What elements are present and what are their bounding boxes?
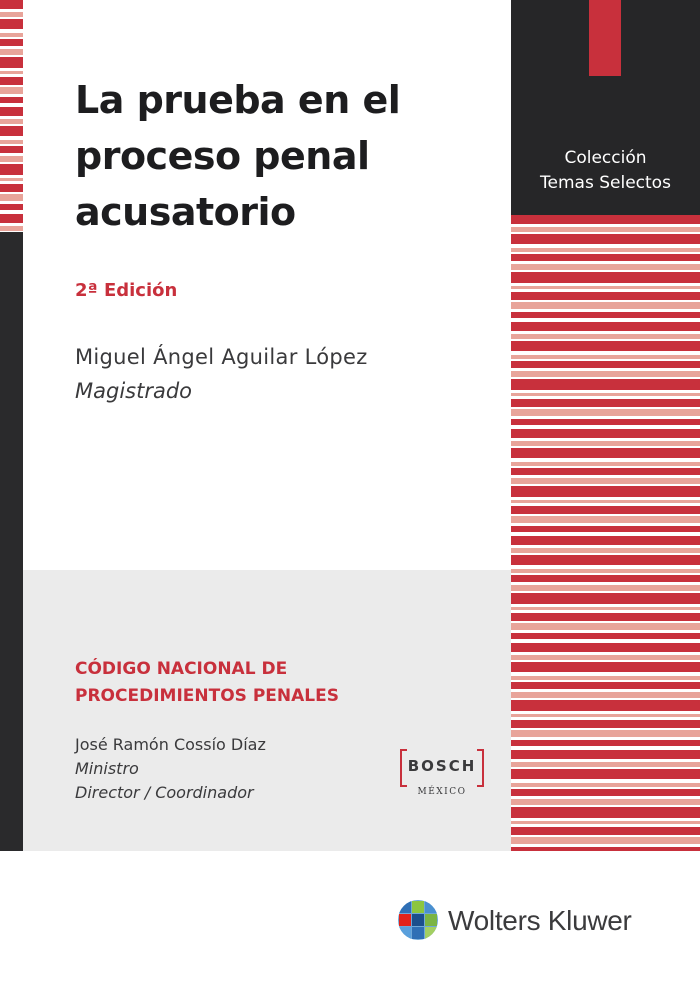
series-line-2: PROCEDIMIENTOS PENALES — [75, 686, 339, 706]
left-stripe — [0, 107, 23, 116]
right-stripe — [511, 585, 700, 591]
right-stripe — [511, 555, 700, 565]
right-stripe — [511, 322, 700, 331]
right-stripe — [511, 526, 700, 532]
collection-line-1: Colección — [564, 148, 647, 168]
right-stripe — [511, 613, 700, 621]
publisher-name: Wolters Kluwer — [448, 905, 632, 936]
right-stripe — [511, 500, 700, 503]
right-stripe — [511, 827, 700, 835]
right-stripe — [511, 248, 700, 252]
right-stripe — [511, 740, 700, 746]
right-stripe — [511, 215, 700, 224]
left-stripes-pattern — [0, 0, 23, 232]
right-stripe — [511, 807, 700, 818]
book-title — [75, 72, 495, 240]
right-stripe — [511, 441, 700, 446]
right-stripe — [511, 633, 700, 639]
right-stripe — [511, 799, 700, 805]
right-stripe — [511, 783, 700, 787]
right-stripe — [511, 536, 700, 545]
right-stripe — [511, 607, 700, 610]
right-stripe — [511, 593, 700, 604]
left-stripe — [0, 184, 23, 192]
right-stripe — [511, 682, 700, 689]
left-stripe — [0, 19, 23, 29]
right-stripe — [511, 272, 700, 283]
right-stripe — [511, 478, 700, 484]
title-line-1: La prueba en el — [75, 78, 401, 122]
left-stripe — [0, 140, 23, 144]
author-role: Magistrado — [75, 379, 193, 403]
left-stripe — [0, 164, 23, 175]
right-stripe — [511, 462, 700, 466]
right-stripe — [511, 662, 700, 672]
left-stripe — [0, 87, 23, 94]
right-stripe — [511, 837, 700, 844]
right-stripe — [511, 769, 700, 779]
right-stripe — [511, 548, 700, 553]
right-stripe — [511, 341, 700, 351]
bosch-country: MÉXICO — [417, 787, 467, 797]
right-stripe — [511, 419, 700, 425]
right-stripe — [511, 655, 700, 660]
right-stripe — [511, 448, 700, 458]
right-stripe — [511, 700, 700, 711]
right-stripe — [511, 643, 700, 652]
left-stripe — [0, 214, 23, 223]
left-stripe — [0, 39, 23, 46]
right-stripe — [511, 254, 700, 261]
right-stripe — [511, 399, 700, 407]
right-stripe — [511, 429, 700, 438]
right-stripe — [511, 302, 700, 309]
coordinator-name: José Ramón Cossío Díaz — [75, 735, 266, 754]
right-stripe — [511, 676, 700, 680]
left-stripe — [0, 204, 23, 210]
right-stripe — [511, 821, 700, 824]
series-line-1: CÓDIGO NACIONAL DE — [75, 659, 288, 679]
collection-line-2: Temas Selectos — [540, 173, 671, 193]
right-stripe — [511, 312, 700, 318]
left-stripe — [0, 0, 23, 9]
title-line-3: acusatorio — [75, 190, 296, 234]
right-stripe — [511, 623, 700, 630]
left-stripe — [0, 12, 23, 17]
bosch-imprint-logo — [400, 749, 484, 801]
right-stripe — [511, 692, 700, 698]
right-stripe — [511, 762, 700, 767]
right-stripe — [511, 393, 700, 396]
right-stripe — [511, 355, 700, 359]
left-stripe — [0, 49, 23, 55]
right-stripe — [511, 516, 700, 523]
right-stripe — [511, 371, 700, 377]
coordinator-role-2: Director / Coordinador — [75, 783, 254, 802]
right-stripe — [511, 409, 700, 416]
series-title — [75, 656, 339, 710]
wolters-kluwer-globe-icon — [397, 899, 439, 941]
left-stripe — [0, 77, 23, 85]
left-stripe — [0, 33, 23, 37]
left-stripe — [0, 126, 23, 136]
right-stripe — [511, 730, 700, 737]
coordinator-block — [75, 733, 266, 805]
left-stripe — [0, 178, 23, 181]
bosch-name: BOSCH — [407, 757, 477, 775]
left-stripe — [0, 57, 23, 68]
right-stripe — [511, 292, 700, 300]
right-stripe — [511, 714, 700, 717]
right-stripe — [511, 234, 700, 244]
right-stripe — [511, 486, 700, 497]
right-stripe — [511, 468, 700, 475]
right-stripe — [511, 569, 700, 573]
title-line-2: proceso penal — [75, 134, 370, 178]
right-stripe — [511, 789, 700, 796]
right-stripe — [511, 361, 700, 368]
right-stripe — [511, 506, 700, 514]
left-stripe — [0, 146, 23, 153]
right-stripe — [511, 575, 700, 582]
left-stripe — [0, 97, 23, 103]
right-stripe — [511, 264, 700, 270]
edition-label: 2ª Edición — [75, 280, 178, 301]
right-stripe — [511, 227, 700, 232]
coordinator-role-1: Ministro — [75, 759, 139, 778]
left-stripe — [0, 156, 23, 162]
right-stripe — [511, 720, 700, 728]
series-panel — [23, 570, 511, 851]
collection-label — [511, 146, 700, 196]
left-stripe — [0, 194, 23, 201]
right-stripes-pattern — [511, 215, 700, 851]
red-tab-decoration — [589, 0, 621, 76]
right-stripe — [511, 379, 700, 390]
right-stripe — [511, 334, 700, 339]
author-name: Miguel Ángel Aguilar López — [75, 345, 368, 369]
left-stripe — [0, 226, 23, 231]
right-stripe — [511, 286, 700, 289]
right-stripe — [511, 750, 700, 759]
left-stripe — [0, 119, 23, 124]
left-decorative-strip — [0, 0, 23, 851]
left-stripe — [0, 71, 23, 74]
